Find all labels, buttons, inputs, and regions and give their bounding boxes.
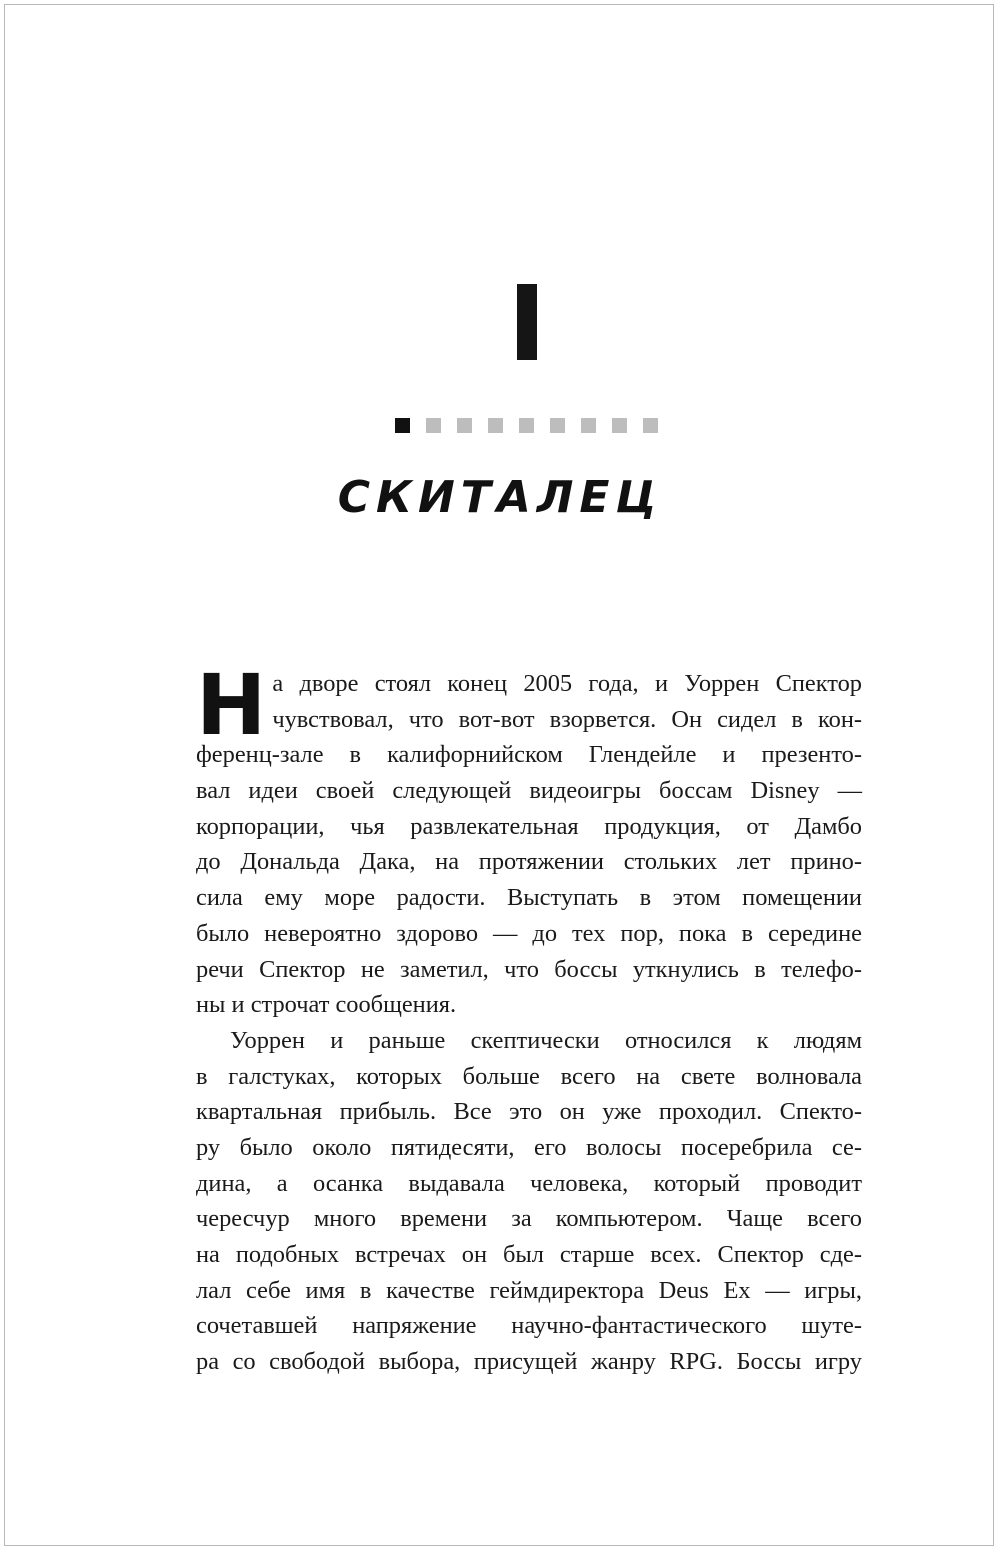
drop-cap: Н xyxy=(196,656,267,754)
text-line: в галстуках, которых больше всего на свете волновала xyxy=(196,1062,862,1090)
paragraph-1 xyxy=(196,656,862,1023)
body-text xyxy=(196,656,862,1380)
chapter-title: СКИТАЛЕЦ xyxy=(337,472,663,523)
text-line: ференц-зале в калифорнийском Глендейле и презенто- xyxy=(196,741,862,769)
divider-square xyxy=(488,418,503,433)
chapter-numeral xyxy=(517,284,537,360)
text-line: а дворе стоял конец 2005 года, и Уоррен Спектор xyxy=(272,670,862,697)
divider-square xyxy=(581,418,596,433)
divider-square xyxy=(612,418,627,433)
divider-square xyxy=(426,418,441,433)
text-line: корпорации, чья развлекательная продукция, от Дамбо xyxy=(196,812,862,840)
text-line: речи Спектор не заметил, что боссы уткнулись в телефо- xyxy=(196,955,862,983)
text-line: лал себе имя в качестве геймдиректора Deus Ex — игры, xyxy=(196,1276,862,1304)
text-line: дина, а осанка выдавала человека, который проводит xyxy=(196,1169,862,1197)
chapter-divider xyxy=(395,418,658,433)
text-line: чересчур много времени за компьютером. Чаще всего xyxy=(196,1205,862,1233)
divider-square xyxy=(550,418,565,433)
text-line: сила ему море радости. Выступать в этом помещении xyxy=(196,884,862,912)
divider-square xyxy=(643,418,658,433)
text-line: вал идеи своей следующей видеоигры боссам Disney — xyxy=(196,777,862,805)
text-line: до Дональда Дака, на протяжении стольких лет прино- xyxy=(196,848,862,876)
text-line: квартальная прибыль. Все это он уже проходил. Спекто- xyxy=(196,1098,862,1126)
text-line: было невероятно здорово — до тех пор, пока в середине xyxy=(196,919,862,947)
text-line: ны и строчат сообщения. xyxy=(196,991,457,1019)
text-line: на подобных встречах он был старше всех. Спектор сде- xyxy=(196,1241,862,1268)
text-line: ру было около пятидесяти, его волосы посеребрила се- xyxy=(196,1133,862,1161)
text-line: чувствовал, что вот-вот взорвется. Он сидел в кон- xyxy=(272,705,862,733)
divider-square xyxy=(457,418,472,433)
paragraph-2 xyxy=(196,1023,862,1380)
divider-square xyxy=(519,418,534,433)
text-line: сочетавшей напряжение научно-фантастического шуте- xyxy=(196,1312,862,1340)
divider-square xyxy=(395,418,410,433)
text-line: Уоррен и раньше скептически относился к людям xyxy=(230,1026,862,1054)
text-line: ра со свободой выбора, присущей жанру RPG. Боссы игру xyxy=(196,1348,862,1376)
